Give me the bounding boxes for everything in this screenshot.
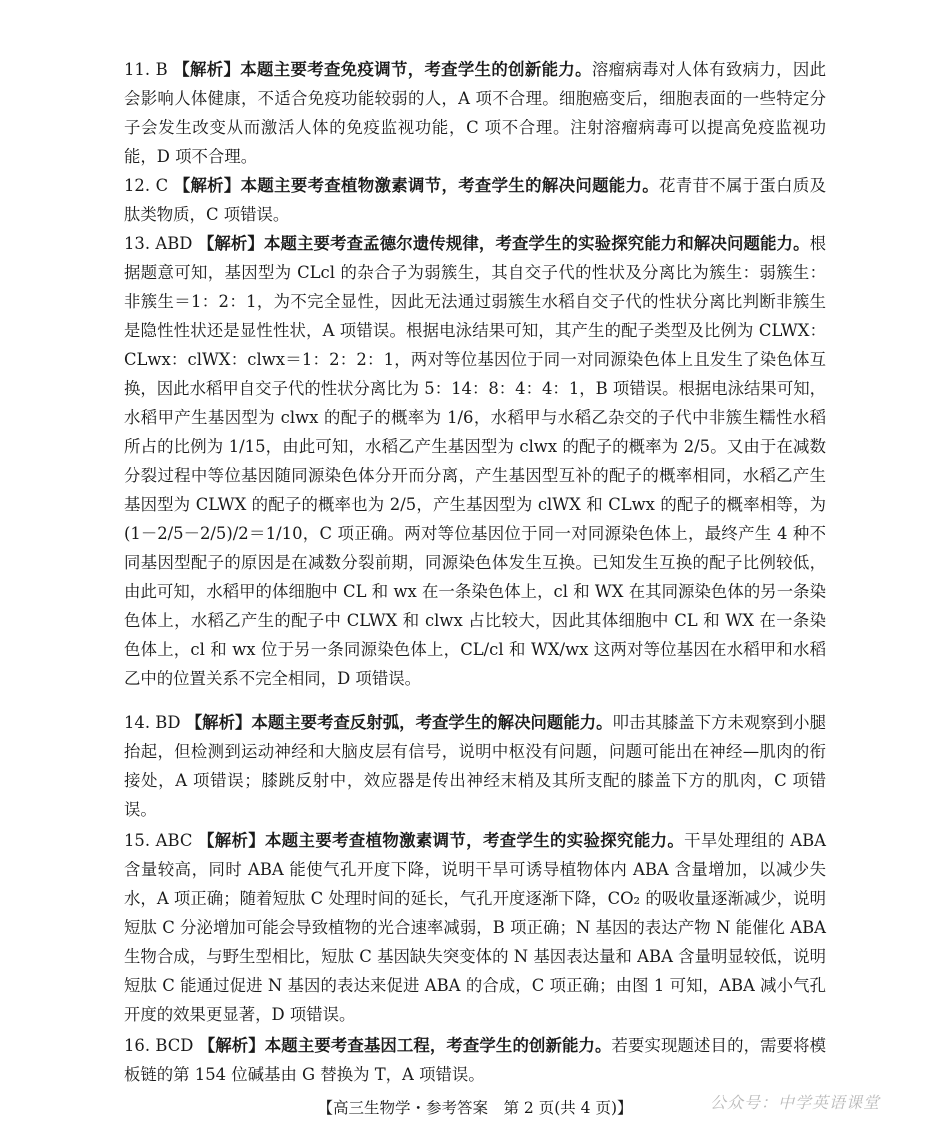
answer-number: 11. B <box>124 60 174 79</box>
analysis-heading: 【解析】本题主要考查免疫调节，考查学生的创新能力。 <box>173 60 592 79</box>
page-footer: 【高三生物学・参考答案 第 2 页(共 4 页)】 <box>317 1099 633 1117</box>
analysis-body: 溶瘤病毒对人体有致病力，因此会影响人体健康，不适合免疫功能较弱的人，A 项不合理。细胞癌变后，细胞表面的一些特定分子会发生改变从而激活人体的免疫监视功能，C 项不合理。注射溶瘤病毒可以提高免疫监视功能，D 项不合理。 <box>124 60 826 166</box>
analysis-heading: 【解析】本题主要考查基因工程，考查学生的创新能力。 <box>198 1036 612 1055</box>
analysis-body: 叩击其膝盖下方未观察到小腿抬起，但检测到运动神经和大脑皮层有信号，说明中枢没有问题，问题可能出在神经—肌肉的衔接处，A 项错误；膝跳反射中，效应器是传出神经末梢及其所支配的膝盖下方的肌肉，C 项错误。 <box>124 713 826 819</box>
answer-item-16 <box>124 1031 826 1089</box>
analysis-heading: 【解析】本题主要考查植物激素调节，考查学生的解决问题能力。 <box>173 176 660 195</box>
analysis-heading: 【解析】本题主要考查反射弧，考查学生的解决问题能力。 <box>185 713 613 732</box>
answer-item-15 <box>124 826 826 1029</box>
answer-number: 13. ABD <box>124 234 198 253</box>
analysis-body: 若要实现题述目的，需要将模板链的第 154 位碱基由 G 替换为 T，A 项错误。 <box>124 1036 827 1084</box>
answer-number: 15. ABC <box>124 831 198 850</box>
answer-number: 16. BCD <box>124 1036 199 1055</box>
analysis-body: 根据题意可知，基因型为 CLcl 的杂合子为弱簇生，其自交子代的性状及分离比为簇生：弱簇生：非簇生＝1：2：1，为不完全显性，因此无法通过弱簇生水稻自交子代的性状分离比判断非簇生是隐性性状还是显性性状，A 项错误。根据电泳结果可知，其产生的配子类型及比例为 CLWX：CLwx：clWX：clwx＝1：2：2：1，两对等位基因位于同一对同源染色体上且发生了染色体互换，因此水稻甲自交子代的性状分离比为 5：14：8：4：4：1，B 项错误。根据电泳结果可知，水稻甲产生基因型为 clwx 的配子的概率为 1/6，水稻甲与水稻乙杂交的子代中非簇生糯性水稻所占的比例为 1/15，由此可知，水稻乙产生基因型为 clwx 的配子的概率为 2/5。又由于在减数分裂过程中等位基因随同源染色体分开而分离，产生基因型互补的配子的概率相同，水稻乙产生基因型为 CLWX 的配子的概率也为 2/5，产生基因型为 clWX 和 CLwx 的配子的概率相等，为(1－2/5－2/5)/2＝1/10，C 项正确。两对等位基因位于同一对同源染色体上，最终产生 4 种不同基因型配子的原因是在减数分裂前期，同源染色体发生互换。已知发生互换的配子比例较低，由此可知，水稻甲的体细胞中 CL 和 wx 在一条染色体上，cl 和 WX 在其同源染色体的另一条染色体上，水稻乙产生的配子中 CLWX 和 clwx 占比较大，因此其体细胞中 CL 和 WX 在一条染色体上，cl 和 wx 位于另一条同源染色体上，CL/cl 和 WX/wx 这两对等位基因在水稻甲和水稻乙中的位置关系不完全相同，D 项错误。 <box>124 234 827 688</box>
answer-item-11 <box>124 55 826 171</box>
answer-number: 14. BD <box>124 713 186 732</box>
analysis-body: 花青苷不属于蛋白质及肽类物质，C 项错误。 <box>124 176 827 224</box>
answer-number: 12. C <box>124 176 174 195</box>
analysis-body: 干旱处理组的 ABA 含量较高，同时 ABA 能使气孔开度下降，说明干旱可诱导植物体内 ABA 含量增加，以减少失水，A 项正确；随着短肽 C 处理时间的延长，气孔开度逐渐下降，CO₂ 的吸收量逐渐减少，说明短肽 C 分泌增加可能会导致植物的光合速率减弱，B 项正确；N 基因的表达产物 N 能催化 ABA 生物合成，与野生型相比，短肽 C 基因缺失突变体的 N 基因表达量和 ABA 含量明显较低，说明短肽 C 能通过促进 N 基因的表达来促进 ABA 的合成，C 项正确；由图 1 可知，ABA 减小气孔开度的效果更显著，D 项错误。 <box>124 831 827 1024</box>
answer-item-12 <box>124 171 826 229</box>
analysis-heading: 【解析】本题主要考查孟德尔遗传规律，考查学生的实验探究能力和解决问题能力。 <box>197 234 810 253</box>
answer-item-14 <box>124 708 826 824</box>
watermark: 公众号：中学英语课堂 <box>709 1093 880 1112</box>
answer-item-13 <box>124 229 826 693</box>
analysis-heading: 【解析】本题主要考查植物激素调节，考查学生的实验探究能力。 <box>197 831 685 850</box>
